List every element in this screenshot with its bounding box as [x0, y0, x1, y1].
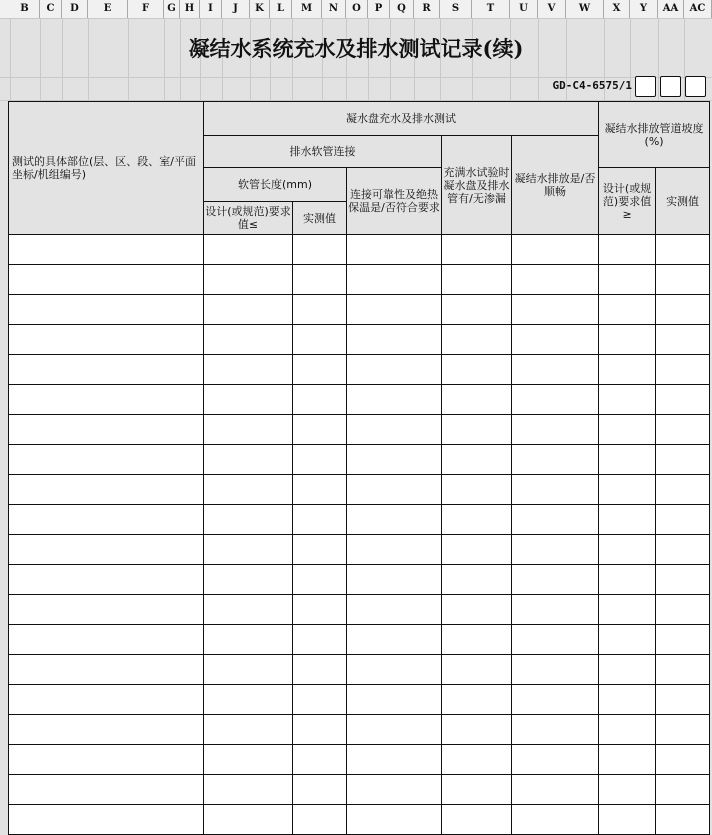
table-cell[interactable] — [442, 655, 512, 685]
table-cell[interactable] — [656, 475, 710, 505]
column-header-k[interactable]: K — [250, 0, 270, 18]
connection-reliability-header: 连接可靠性及绝热保温是/否符合要求 — [347, 168, 442, 235]
table-cell[interactable] — [656, 535, 710, 565]
table-cell[interactable] — [293, 685, 347, 715]
table-row — [9, 805, 710, 835]
table-cell[interactable] — [512, 475, 599, 505]
table-cell[interactable] — [9, 475, 204, 505]
table-cell[interactable] — [599, 505, 656, 535]
table-row — [9, 715, 710, 745]
table-cell[interactable] — [204, 655, 293, 685]
table-cell[interactable] — [204, 475, 293, 505]
column-header-u[interactable]: U — [510, 0, 538, 18]
full-water-leak-header: 充满水试验时凝水盘及排水管有/无渗漏 — [442, 136, 512, 235]
table-cell[interactable] — [442, 625, 512, 655]
table-cell[interactable] — [9, 655, 204, 685]
column-header-t[interactable]: T — [472, 0, 510, 18]
table-cell[interactable] — [599, 355, 656, 385]
table-cell[interactable] — [599, 595, 656, 625]
table-cell[interactable] — [599, 715, 656, 745]
table-row — [9, 565, 710, 595]
column-header-q[interactable]: Q — [390, 0, 414, 18]
table-row — [9, 685, 710, 715]
table-cell[interactable] — [442, 715, 512, 745]
table-cell[interactable] — [442, 805, 512, 835]
table-cell[interactable] — [204, 565, 293, 595]
table-cell[interactable] — [599, 445, 656, 475]
pan-test-group-header: 凝水盘充水及排水测试 — [204, 102, 599, 136]
column-header-r[interactable]: R — [414, 0, 440, 18]
column-header-d[interactable]: D — [62, 0, 88, 18]
column-header-c[interactable]: C — [40, 0, 62, 18]
table-cell[interactable] — [204, 505, 293, 535]
table-cell[interactable] — [293, 235, 347, 265]
table-cell[interactable] — [442, 535, 512, 565]
table-cell[interactable] — [512, 625, 599, 655]
table-cell[interactable] — [512, 715, 599, 745]
table-cell[interactable] — [599, 685, 656, 715]
table-cell[interactable] — [512, 415, 599, 445]
column-header-p[interactable]: P — [368, 0, 390, 18]
table-cell[interactable] — [9, 745, 204, 775]
table-cell[interactable] — [442, 385, 512, 415]
column-header-f[interactable]: F — [128, 0, 164, 18]
table-cell[interactable] — [347, 565, 442, 595]
table-cell[interactable] — [656, 565, 710, 595]
table-cell[interactable] — [9, 805, 204, 835]
table-cell[interactable] — [347, 625, 442, 655]
table-cell[interactable] — [442, 565, 512, 595]
sheet-title: 凝结水系统充水及排水测试记录(续) — [188, 36, 524, 61]
column-header-x[interactable]: X — [604, 0, 630, 18]
table-row — [9, 595, 710, 625]
form-code-box-1[interactable] — [635, 76, 656, 97]
table-cell[interactable] — [656, 715, 710, 745]
table-cell[interactable] — [656, 745, 710, 775]
table-cell[interactable] — [656, 385, 710, 415]
table-cell[interactable] — [599, 475, 656, 505]
location-header: 测试的具体部位(层、区、段、室/平面坐标/机组编号) — [9, 102, 204, 235]
table-cell[interactable] — [204, 595, 293, 625]
form-code-box-3[interactable] — [685, 76, 706, 97]
table-cell[interactable] — [9, 505, 204, 535]
table-row — [9, 325, 710, 355]
table-row — [9, 295, 710, 325]
table-cell[interactable] — [9, 355, 204, 385]
table-cell[interactable] — [204, 775, 293, 805]
column-header-l[interactable]: L — [270, 0, 292, 18]
table-cell[interactable] — [293, 625, 347, 655]
hose-length-header: 软管长度(mm) — [204, 168, 347, 202]
table-cell[interactable] — [293, 265, 347, 295]
form-code-box-2[interactable] — [660, 76, 681, 97]
table-cell[interactable] — [293, 565, 347, 595]
table-cell[interactable] — [204, 535, 293, 565]
table-cell[interactable] — [442, 325, 512, 355]
table-cell[interactable] — [656, 235, 710, 265]
table-cell[interactable] — [347, 745, 442, 775]
table-cell[interactable] — [347, 775, 442, 805]
column-header-w[interactable]: W — [566, 0, 604, 18]
table-cell[interactable] — [9, 685, 204, 715]
table-cell[interactable] — [512, 685, 599, 715]
table-cell[interactable] — [9, 385, 204, 415]
table-cell[interactable] — [442, 295, 512, 325]
table-cell[interactable] — [656, 445, 710, 475]
table-cell[interactable] — [204, 805, 293, 835]
table-cell[interactable] — [9, 565, 204, 595]
column-header-b[interactable]: B — [10, 0, 40, 18]
table-cell[interactable] — [293, 745, 347, 775]
column-header-y[interactable]: Y — [630, 0, 658, 18]
table-cell[interactable] — [599, 535, 656, 565]
table-cell[interactable] — [9, 235, 204, 265]
table-cell[interactable] — [293, 355, 347, 385]
table-cell[interactable] — [442, 235, 512, 265]
column-header-bar — [0, 0, 712, 19]
table-cell[interactable] — [347, 685, 442, 715]
table-row — [9, 745, 710, 775]
table-cell[interactable] — [512, 235, 599, 265]
test-record-table — [8, 101, 710, 835]
table-cell[interactable] — [512, 325, 599, 355]
table-cell[interactable] — [442, 685, 512, 715]
table-cell[interactable] — [9, 715, 204, 745]
table-row — [9, 475, 710, 505]
column-header-h[interactable]: H — [180, 0, 200, 18]
table-cell[interactable] — [599, 745, 656, 775]
column-header-i[interactable]: I — [200, 0, 222, 18]
table-cell[interactable] — [656, 595, 710, 625]
table-cell[interactable] — [293, 775, 347, 805]
table-cell[interactable] — [442, 265, 512, 295]
table-cell[interactable] — [512, 535, 599, 565]
table-row — [9, 235, 710, 265]
table-cell[interactable] — [204, 415, 293, 445]
table-cell[interactable] — [347, 535, 442, 565]
table-cell[interactable] — [9, 535, 204, 565]
table-row — [9, 415, 710, 445]
table-row — [9, 445, 710, 475]
table-cell[interactable] — [204, 625, 293, 655]
table-cell[interactable] — [347, 235, 442, 265]
table-cell[interactable] — [512, 805, 599, 835]
column-header-e[interactable]: E — [88, 0, 128, 18]
table-cell[interactable] — [347, 265, 442, 295]
table-cell[interactable] — [347, 475, 442, 505]
table-cell[interactable] — [204, 295, 293, 325]
table-cell[interactable] — [442, 445, 512, 475]
table-cell[interactable] — [293, 295, 347, 325]
table-cell[interactable] — [512, 775, 599, 805]
column-header-j[interactable]: J — [222, 0, 250, 18]
table-cell[interactable] — [512, 565, 599, 595]
table-cell[interactable] — [599, 805, 656, 835]
table-cell[interactable] — [599, 295, 656, 325]
table-cell[interactable] — [656, 775, 710, 805]
table-cell[interactable] — [9, 265, 204, 295]
table-cell[interactable] — [9, 625, 204, 655]
table-row — [9, 625, 710, 655]
table-cell[interactable] — [293, 385, 347, 415]
hose-design-value-header: 设计(或规范)要求值≤ — [204, 202, 293, 235]
table-cell[interactable] — [512, 445, 599, 475]
table-cell[interactable] — [347, 325, 442, 355]
table-cell[interactable] — [347, 595, 442, 625]
column-header-n[interactable]: N — [322, 0, 346, 18]
table-cell[interactable] — [512, 505, 599, 535]
table-cell[interactable] — [347, 355, 442, 385]
table-row — [9, 505, 710, 535]
table-cell[interactable] — [9, 595, 204, 625]
table-cell[interactable] — [512, 745, 599, 775]
table-cell[interactable] — [599, 625, 656, 655]
table-cell[interactable] — [442, 775, 512, 805]
slope-actual-value-header: 实测值 — [656, 168, 710, 235]
table-cell[interactable] — [347, 445, 442, 475]
table-cell[interactable] — [293, 475, 347, 505]
table-cell[interactable] — [204, 325, 293, 355]
table-cell[interactable] — [442, 595, 512, 625]
table-cell[interactable] — [347, 805, 442, 835]
table-row — [9, 535, 710, 565]
table-cell[interactable] — [599, 385, 656, 415]
table-cell[interactable] — [512, 295, 599, 325]
column-header-o[interactable]: O — [346, 0, 368, 18]
table-cell[interactable] — [656, 505, 710, 535]
table-cell[interactable] — [9, 775, 204, 805]
table-cell[interactable] — [293, 445, 347, 475]
table-cell[interactable] — [656, 295, 710, 325]
table-cell[interactable] — [9, 325, 204, 355]
table-cell[interactable] — [656, 685, 710, 715]
form-code: GD-C4-6575/1 — [552, 79, 632, 92]
hose-group-header: 排水软管连接 — [204, 136, 442, 168]
table-cell[interactable] — [293, 805, 347, 835]
drain-smooth-header: 凝结水排放是/否顺畅 — [512, 136, 599, 235]
column-header-m[interactable]: M — [292, 0, 322, 18]
table-cell[interactable] — [442, 415, 512, 445]
slope-design-value-header: 设计(或规范)要求值≥ — [599, 168, 656, 235]
table-cell[interactable] — [347, 505, 442, 535]
hose-actual-value-header: 实测值 — [293, 202, 347, 235]
table-cell[interactable] — [656, 805, 710, 835]
table-body — [9, 235, 710, 835]
table-row — [9, 655, 710, 685]
table-cell[interactable] — [293, 655, 347, 685]
table-cell[interactable] — [204, 745, 293, 775]
table-cell[interactable] — [599, 235, 656, 265]
table-cell[interactable] — [347, 295, 442, 325]
table-cell[interactable] — [293, 415, 347, 445]
table-cell[interactable] — [442, 505, 512, 535]
table-cell[interactable] — [656, 355, 710, 385]
table-cell[interactable] — [599, 565, 656, 595]
table-cell[interactable] — [599, 655, 656, 685]
column-header-aa[interactable]: AA — [658, 0, 684, 18]
table-cell[interactable] — [293, 595, 347, 625]
table-cell[interactable] — [656, 415, 710, 445]
slope-group-header: 凝结水排放管道坡度(%) — [599, 102, 710, 168]
table-cell[interactable] — [9, 415, 204, 445]
table-cell[interactable] — [512, 355, 599, 385]
table-cell[interactable] — [293, 325, 347, 355]
table-cell[interactable] — [512, 385, 599, 415]
table-cell[interactable] — [204, 355, 293, 385]
table-cell[interactable] — [347, 715, 442, 745]
table-cell[interactable] — [204, 685, 293, 715]
table-cell[interactable] — [293, 535, 347, 565]
column-header-ac[interactable]: AC — [684, 0, 712, 18]
table-cell[interactable] — [293, 505, 347, 535]
table-cell[interactable] — [204, 445, 293, 475]
table-cell[interactable] — [599, 265, 656, 295]
table-cell[interactable] — [656, 265, 710, 295]
table-cell[interactable] — [347, 415, 442, 445]
table-cell[interactable] — [9, 445, 204, 475]
column-header-g[interactable]: G — [164, 0, 180, 18]
column-header-s[interactable]: S — [440, 0, 472, 18]
table-cell[interactable] — [656, 655, 710, 685]
table-row — [9, 385, 710, 415]
table-cell[interactable] — [599, 415, 656, 445]
table-cell[interactable] — [656, 625, 710, 655]
table-row — [9, 265, 710, 295]
table-cell[interactable] — [204, 235, 293, 265]
table-cell[interactable] — [293, 715, 347, 745]
table-cell[interactable] — [512, 655, 599, 685]
table-cell[interactable] — [442, 475, 512, 505]
table-cell[interactable] — [347, 385, 442, 415]
table-cell[interactable] — [512, 265, 599, 295]
table-cell[interactable] — [204, 715, 293, 745]
table-cell[interactable] — [599, 325, 656, 355]
table-row — [9, 355, 710, 385]
table-cell[interactable] — [204, 265, 293, 295]
table-cell[interactable] — [656, 325, 710, 355]
table-cell[interactable] — [9, 295, 204, 325]
table-cell[interactable] — [347, 655, 442, 685]
table-row — [9, 775, 710, 805]
table-cell[interactable] — [204, 385, 293, 415]
table-cell[interactable] — [512, 595, 599, 625]
column-header-v[interactable]: V — [538, 0, 566, 18]
table-cell[interactable] — [599, 775, 656, 805]
table-cell[interactable] — [442, 355, 512, 385]
table-cell[interactable] — [442, 745, 512, 775]
